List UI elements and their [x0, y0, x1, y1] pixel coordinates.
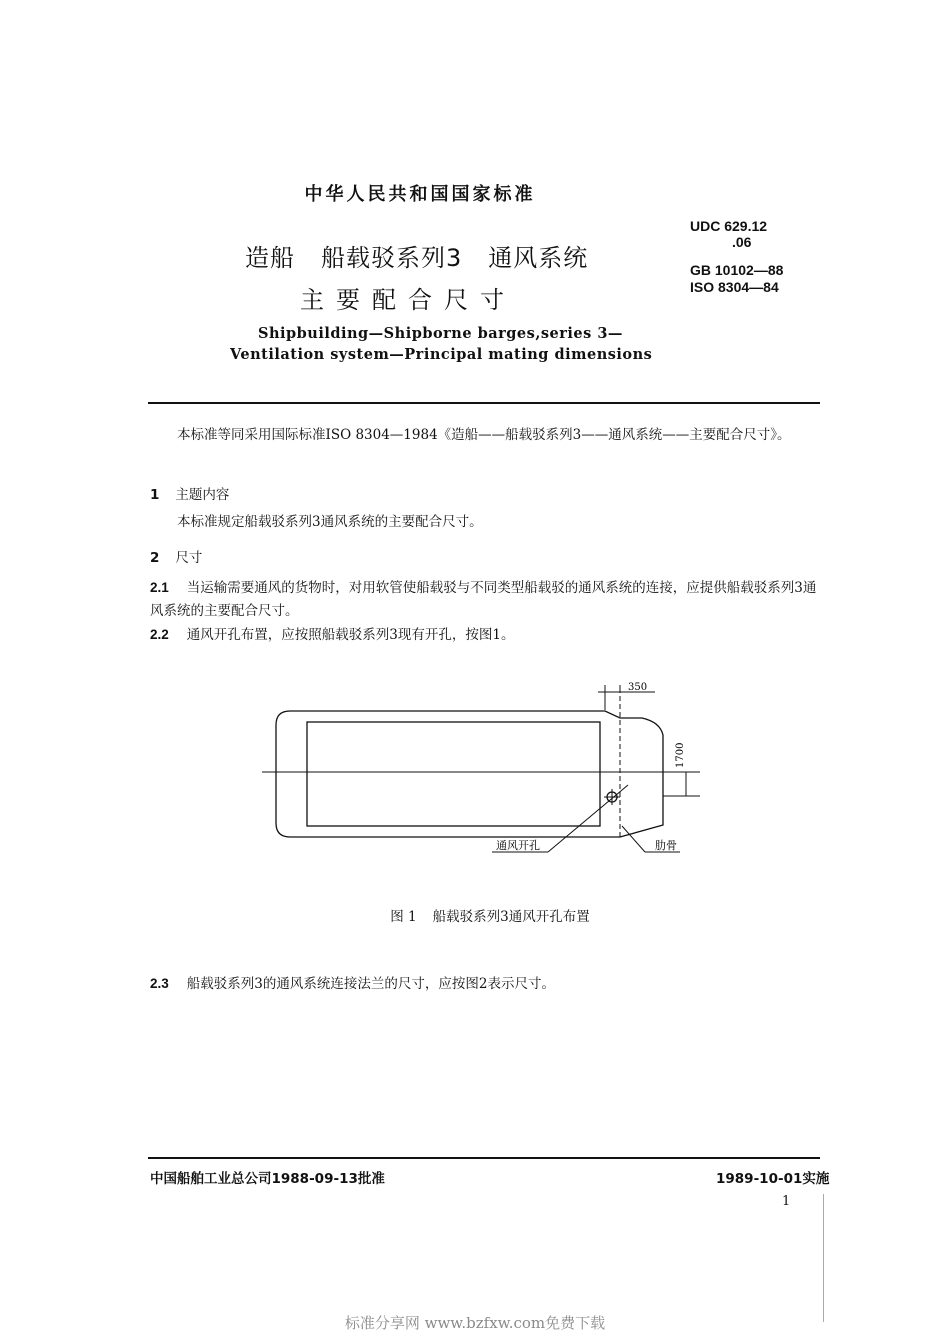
- rib-leader: [622, 826, 645, 852]
- clause-2-2-number: 2.2: [150, 627, 169, 642]
- footer-rule: [148, 1157, 820, 1159]
- gb-number: GB 10102—88: [690, 262, 784, 278]
- vent-label: 通风开孔: [496, 839, 540, 852]
- page-number: 1: [782, 1194, 791, 1209]
- vent-leader: [548, 785, 628, 852]
- title-part2: 船载驳系列3: [321, 244, 463, 272]
- clause-2-1-number: 2.1: [150, 580, 169, 595]
- scan-edge-line: [823, 1194, 824, 1322]
- udc-line1: UDC 629.12: [690, 218, 768, 234]
- section1-text: 本标准规定船载驳系列3通风系统的主要配合尺寸。: [177, 514, 483, 530]
- section2-title: 尺寸: [175, 550, 203, 566]
- iso-number: ISO 8304—84: [690, 279, 779, 295]
- rib-label: 肋骨: [655, 839, 677, 852]
- title-part1: 造船: [245, 244, 295, 272]
- figure1-caption: [0, 905, 950, 925]
- national-standard-heading: 中华人民共和国国家标准: [304, 184, 536, 205]
- effective-date: 1989-10-01实施: [716, 1171, 830, 1187]
- dim-side-label: 1700: [675, 742, 686, 768]
- dim-top-label: 350: [628, 682, 648, 693]
- title-part3: 通风系统: [488, 244, 589, 272]
- udc-line2: .06: [732, 234, 752, 250]
- title-cn-line2: 主要配合尺寸: [300, 286, 516, 314]
- clause-2-2-text: 通风开孔布置，应按照船载驳系列3现有开孔，按图1。: [186, 627, 515, 643]
- approval-date: 中国船舶工业总公司1988-09-13批准: [150, 1171, 385, 1187]
- clause-2-3-number: 2.3: [150, 976, 169, 991]
- title-en-line1: Shipbuilding—Shipborne barges,series 3—: [258, 325, 623, 342]
- clause-2-3: [150, 972, 555, 996]
- clause-2-1-text: 当运输需要通风的货物时，对用软管使船载驳与不同类型船载驳的通风系统的连接，应提供船载驳系列3通风系统的主要配合尺寸。: [150, 580, 817, 619]
- section1-number: 1: [150, 487, 160, 503]
- section2-number: 2: [150, 550, 160, 566]
- title-en-line2: Ventilation system—Principal mating dimensions: [230, 346, 653, 363]
- section1-title: 主题内容: [175, 487, 230, 503]
- figure1-number: 图 1: [390, 909, 417, 925]
- clause-2-3-text: 船载驳系列3的通风系统连接法兰的尺寸，应按图2表示尺寸。: [186, 976, 555, 992]
- figure1-title: 船载驳系列3通风开孔布置: [432, 909, 590, 925]
- barge-outline: [276, 711, 663, 837]
- barge-hold: [307, 722, 600, 826]
- watermark-text: 标准分享网 www.bzfxw.com免费下载: [344, 1314, 606, 1332]
- intro-paragraph: 本标准等同采用国际标准ISO 8304—1984《造船——船载驳系列3——通风系统——主要配合尺寸》。: [177, 427, 791, 443]
